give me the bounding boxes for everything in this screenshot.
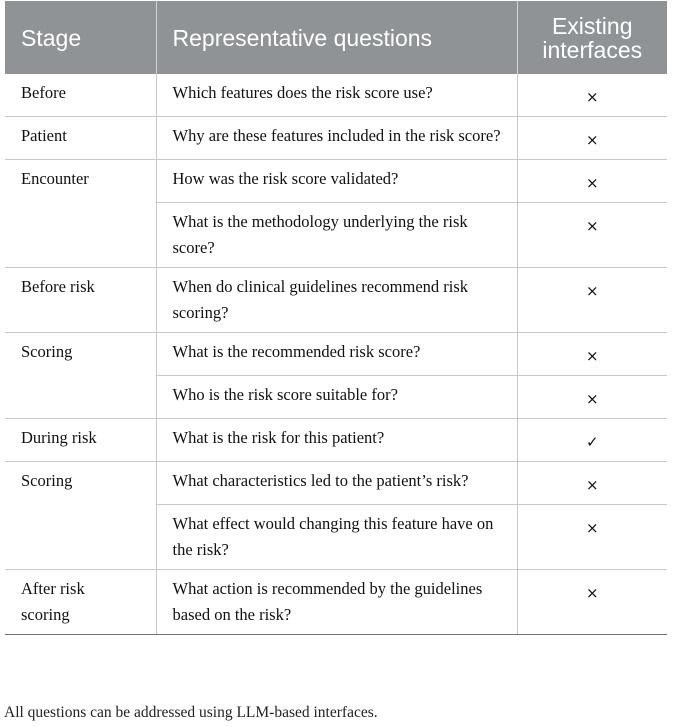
stage-cell (5, 333, 156, 419)
stage-label: Before (21, 83, 66, 102)
cross-mark-icon: × (585, 347, 599, 365)
table-row (5, 462, 667, 505)
cross-mark-icon: × (585, 88, 599, 106)
stage-label: Scoring (21, 471, 73, 490)
table-row (5, 570, 667, 635)
stage-cell (5, 117, 156, 160)
stage-label: Encounter (21, 169, 89, 188)
cross-mark-icon: × (585, 282, 599, 300)
stage-label: Before risk (21, 277, 95, 296)
cross-mark-icon: × (585, 174, 599, 192)
stage-cell (5, 570, 156, 635)
header-existing-line2: interfaces (542, 36, 643, 63)
question-cell: Why are these features included in the risk score? (156, 117, 517, 160)
stage-label: Patient (21, 126, 67, 145)
question-cell: What characteristics led to the patient’s risk? (156, 462, 517, 505)
question-cell: What effect would changing this feature have on the risk? (156, 505, 517, 570)
question-cell: When do clinical guidelines recommend risk scoring? (156, 268, 517, 333)
cross-mark-icon: × (585, 584, 599, 602)
table-row (5, 74, 667, 117)
header-representative-questions: Representative questions (156, 1, 517, 74)
existing-interfaces-cell (517, 570, 667, 635)
stage-cell (5, 462, 156, 570)
existing-interfaces-cell (517, 160, 667, 203)
table-row (5, 419, 667, 462)
cross-mark-icon: × (585, 390, 599, 408)
question-cell: How was the risk score validated? (156, 160, 517, 203)
question-cell: What is the risk for this patient? (156, 419, 517, 462)
stage-label: Scoring (21, 342, 73, 361)
cross-mark-icon: × (585, 131, 599, 149)
questions-table-container (5, 1, 667, 635)
cross-mark-icon: × (585, 476, 599, 494)
existing-interfaces-cell (517, 268, 667, 333)
header-existing-interfaces (517, 1, 667, 74)
table-footnote: All questions can be addressed using LLM-based interfaces. (4, 704, 378, 721)
stage-cell (5, 74, 156, 117)
table-header (5, 1, 667, 74)
existing-interfaces-cell (517, 505, 667, 570)
existing-interfaces-cell (517, 117, 667, 160)
question-cell: Which features does the risk score use? (156, 74, 517, 117)
table-row (5, 268, 667, 333)
question-cell: What action is recommended by the guidelines based on the risk? (156, 570, 517, 635)
cross-mark-icon: × (585, 519, 599, 537)
question-cell: Who is the risk score suitable for? (156, 376, 517, 419)
existing-interfaces-cell (517, 333, 667, 376)
table-row (5, 333, 667, 376)
stage-label: scoring (21, 605, 70, 624)
existing-interfaces-cell (517, 376, 667, 419)
stage-cell (5, 268, 156, 333)
question-cell: What is the recommended risk score? (156, 333, 517, 376)
table-row (5, 160, 667, 203)
stage-cell (5, 419, 156, 462)
table-body (5, 74, 667, 635)
existing-interfaces-cell (517, 462, 667, 505)
existing-interfaces-cell (517, 203, 667, 268)
cross-mark-icon: × (585, 217, 599, 235)
header-row (5, 1, 667, 74)
stage-label: During risk (21, 428, 97, 447)
stage-label: After risk (21, 579, 85, 598)
stage-cell (5, 160, 156, 268)
existing-interfaces-cell (517, 419, 667, 462)
existing-interfaces-cell (517, 74, 667, 117)
header-stage: Stage (5, 1, 156, 74)
questions-table (5, 1, 667, 635)
question-cell: What is the methodology underlying the risk score? (156, 203, 517, 268)
check-mark-icon: ✓ (585, 433, 599, 451)
table-row (5, 117, 667, 160)
header-existing-line1: Existing (551, 12, 633, 39)
